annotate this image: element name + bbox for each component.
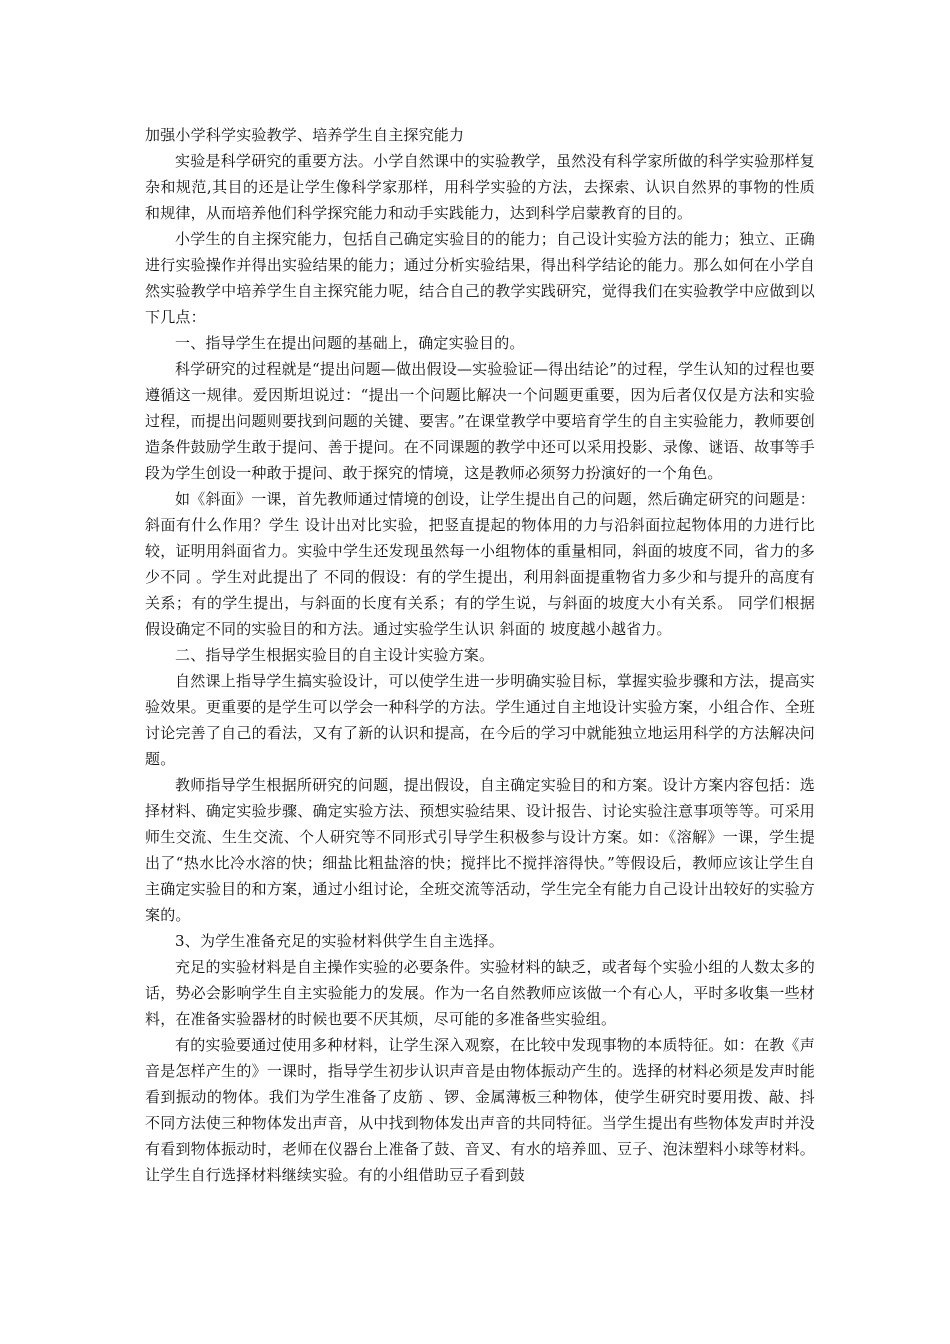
paragraph-8: 有的实验要通过使用多种材料，让学生深入观察，在比较中发现事物的本质特征。如：在教《声音是怎样产生的》一课时，指导学生初步认识声音是由物体振动产生的。选择的材料必须是发声时能看到振动的物体。我们为学生准备了皮筋 、锣、金属薄板三种物体，使学生研究时要用拨、敲、抖不同方法使三种物体发出声音，从中找到物体发出声音的共同特征。当学生提出有些物体发声时并没有看到物体振动时，老师在仪器台上准备了鼓、音叉、有水的培养皿、豆子、泡沫塑料小球等材料。让学生自行选择材料继续实验。有的小组借助豆子看到鼓: [145, 1036, 815, 1184]
paragraph-5: 自然课上指导学生搞实验设计，可以使学生进一步明确实验目标，掌握实验步骤和方法，提高实验效果。更重要的是学生可以学会一种科学的方法。学生通过自主地设计实验方案，小组合作、全班讨论完善了自己的看法，又有了新的认识和提高，在今后的学习中就能独立地运用科学的方法解决问题。: [145, 672, 815, 768]
section-heading-1: 一、指导学生在提出问题的基础上，确定实验目的。: [175, 334, 525, 352]
document-title: 加强小学科学实验教学、培养学生自主探究能力: [145, 126, 465, 144]
paragraph-3: 科学研究的过程就是“提出问题—做出假设—实验验证—得出结论”的过程，学生认知的过程也要遵循这一规律。爱因斯坦说过：“提出一个问题比解决一个问题更重要，因为后者仅仅是方法和实验过程，而提出问题则要找到问题的关键、要害。”在课堂教学中要培育学生的自主实验能力，教师要创造条件鼓励学生敢于提问、善于提问。在不同课题的教学中还可以采用投影、录像、谜语、故事等手段为学生创设一种敢于提问、敢于探究的情境，这是教师必须努力扮演好的一个角色。: [145, 360, 815, 482]
paragraph-7: 充足的实验材料是自主操作实验的必要条件。实验材料的缺乏，或者每个实验小组的人数太多的话，势必会影响学生自主实验能力的发展。作为一名自然教师应该做一个有心人，平时多收集一些材料，在准备实验器材的时候也要不厌其烦，尽可能的多准备些实验组。: [145, 958, 815, 1028]
document-page: [145, 122, 815, 1188]
section-heading-3: 3、为学生准备充足的实验材料供学生自主选择。: [175, 932, 504, 950]
paragraph-6: 教师指导学生根据所研究的问题，提出假设，自主确定实验目的和方案。设计方案内容包括：选择材料、确定实验步骤、确定实验方法、预想实验结果、设计报告、讨论实验注意事项等等。可采用师生交流、生生交流、个人研究等不同形式引导学生积极参与设计方案。如：《溶解》一课，学生提出了“热水比冷水溶的快；细盐比粗盐溶的快；搅拌比不搅拌溶得快。”等假设后，教师应该让学生自主确定实验目的和方案，通过小组讨论，全班交流等活动，学生完全有能力自己设计出较好的实验方案的。: [145, 776, 815, 924]
paragraph-4: 如《斜面》一课，首先教师通过情境的创设，让学生提出自己的问题，然后确定研究的问题是：斜面有什么作用？学生 设计出对比实验，把竖直提起的物体用的力与沿斜面拉起物体用的力进行比较，证明用斜面省力。实验中学生还发现虽然每一小组物体的重量相同，斜面的坡度不同，省力的多少不同 。学生对此提出了 不同的假设：有的学生提出，利用斜面提重物省力多少和与提升的高度有关系；有的学生提出，与斜面的长度有关系；有的学生说，与斜面的坡度大小有关系。 同学们根据假设确定不同的实验目的和方法。通过实验学生认识 斜面的 坡度越小越省力。: [145, 490, 815, 638]
section-heading-2: 二、指导学生根据实验目的自主设计实验方案。: [175, 646, 495, 664]
paragraph-2: 小学生的自主探究能力，包括自己确定实验目的的能力；自己设计实验方法的能力；独立、正确进行实验操作并得出实验结果的能力；通过分析实验结果，得出科学结论的能力。那么如何在小学自然实验教学中培养学生自主探究能力呢，结合自己的教学实践研究，觉得我们在实验教学中应做到以下几点：: [145, 230, 815, 326]
paragraph-1: 实验是科学研究的重要方法。小学自然课中的实验教学，虽然没有科学家所做的科学实验那样复杂和规范,其目的还是让学生像科学家那样，用科学实验的方法，去探索、认识自然界的事物的性质和规律，从而培养他们科学探究能力和动手实践能力，达到科学启蒙教育的目的。: [145, 152, 815, 222]
